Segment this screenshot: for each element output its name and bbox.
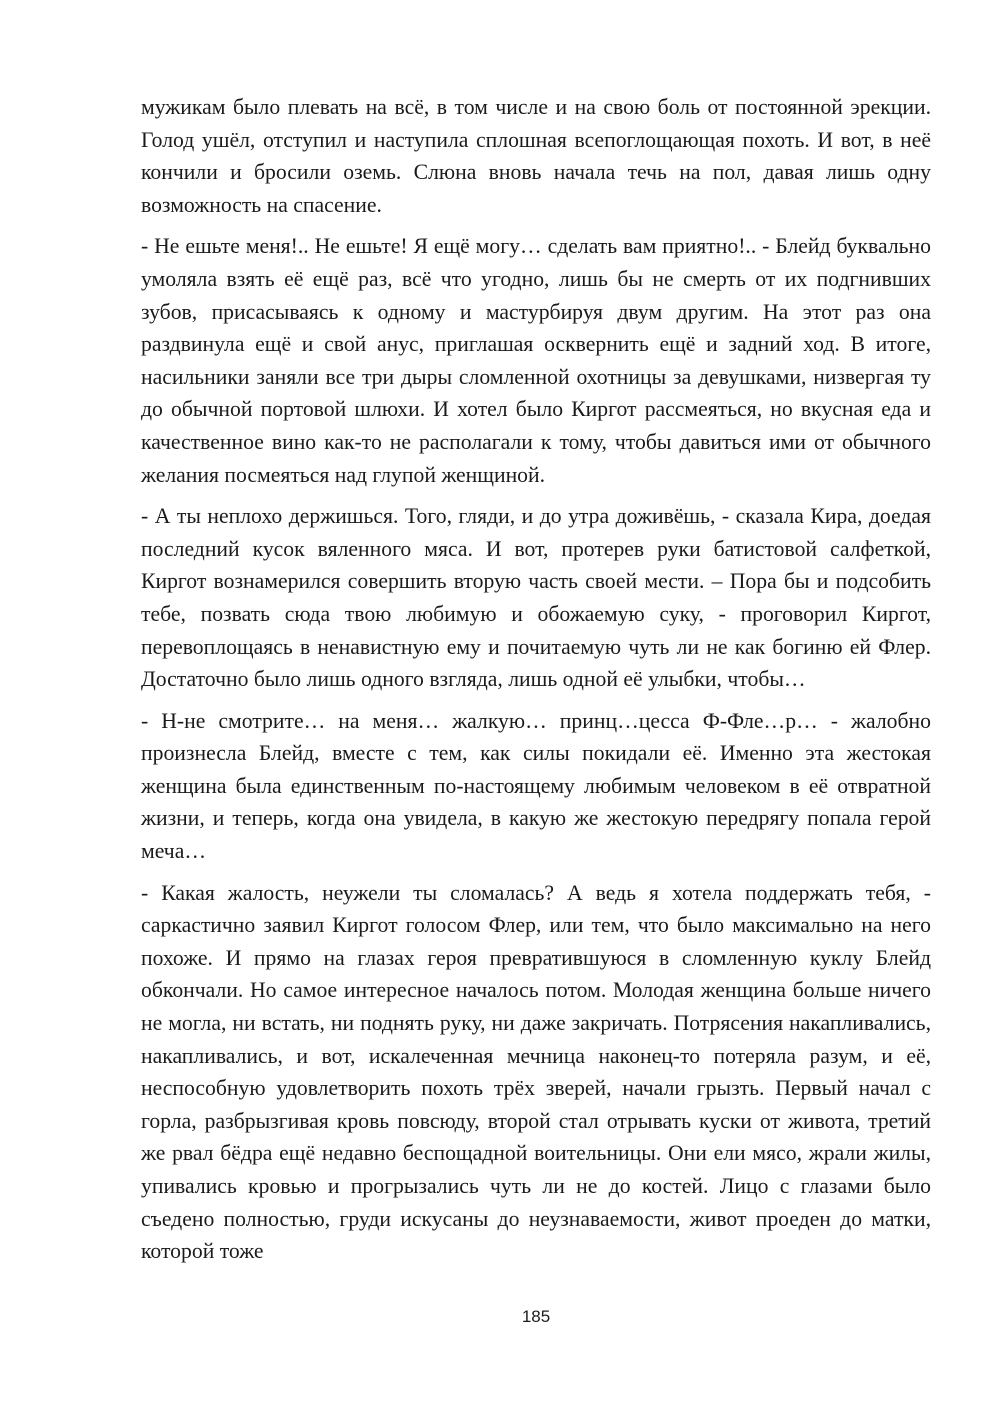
paragraph-4: - Н-не смотрите… на меня… жалкую… принц…цесса Ф-Фле…р… - жалобно произнесла Блейд, вместе с тем, как силы покидали её. Именно эта жестокая женщина была единственным по-настоящему любимым человеком в её отвратной жизни, и теперь, когда она увидела, в какую же жестокую передрягу попала герой меча…	[141, 708, 931, 864]
paragraph-2: - Не ешьте меня!.. Не ешьте! Я ещё могу… сделать вам приятно!.. - Блейд буквально умоляла взять её ещё раз, всё что угодно, лишь бы не смерть от их подгнивших зубов, присасываясь к одному и мастурбируя двум другим. На этот раз она раздвинула ещё и свой анус, приглашая осквернить ещё и задний ход. В итоге, насильники заняли все три дыры сломленной охотницы за девушками, низвергая ту до обычной портовой шлюхи. И хотел было Киргот рассмеяться, но вкусная еда и качественное вино как-то не располагали к тому, чтобы давиться ими от обычного желания посмеяться над глупой женщиной.	[141, 234, 931, 487]
page-number: 185	[521, 1307, 551, 1326]
paragraph-1: мужикам было плевать на всё, в том числе и на свою боль от постоянной эрекции. Голод ушёл, отступил и наступила сплошная всепоглощающая похоть. И вот, в неё кончили и бросили оземь. Слюна вновь начала течь на пол, давая лишь одну возможность на спасение.	[141, 95, 931, 217]
text-block	[141, 91, 931, 1277]
paragraph-5: - Какая жалость, неужели ты сломалась? А ведь я хотела поддержать тебя, - саркастично заявил Киргот голосом Флер, или тем, что было максимально на него похоже. И прямо на глазах героя превратившуюся в сломленную куклу Блейд обкончали. Но самое интересное началось потом. Молодая женщина больше ничего не могла, ни встать, ни поднять руку, ни даже закричать. Потрясения накапливались, накапливались, и вот, искалеченная мечница наконец-то потеряла разум, и её, неспособную удовлетворить похоть трёх зверей, начали грызть. Первый начал с горла, разбрызгивая кровь повсюду, второй стал отрывать куски от живота, третий же рвал бёдра ещё недавно беспощадной воительницы. Они ели мясо, жрали жилы, упивались кровью и прогрызались чуть ли не до костей. Лицо с глазами было съедено полностью, груди искусаны до неузнаваемости, живот проеден до матки, которой тоже	[141, 880, 931, 1264]
paragraph-3: - А ты неплохо держишься. Того, гляди, и до утра доживёшь, - сказала Кира, доедая последний кусок вяленного мяса. И вот, протерев руки батистовой салфеткой, Киргот вознамерился совершить вторую часть своей мести. – Пора бы и подсобить тебе, позвать сюда твою любимую и обожаемую суку, - проговорил Киргот, перевоплощаясь в ненавистную ему и почитаемую чуть ли не как богиню ей Флер. Достаточно было лишь одного взгляда, лишь одной её улыбки, чтобы…	[141, 504, 931, 692]
